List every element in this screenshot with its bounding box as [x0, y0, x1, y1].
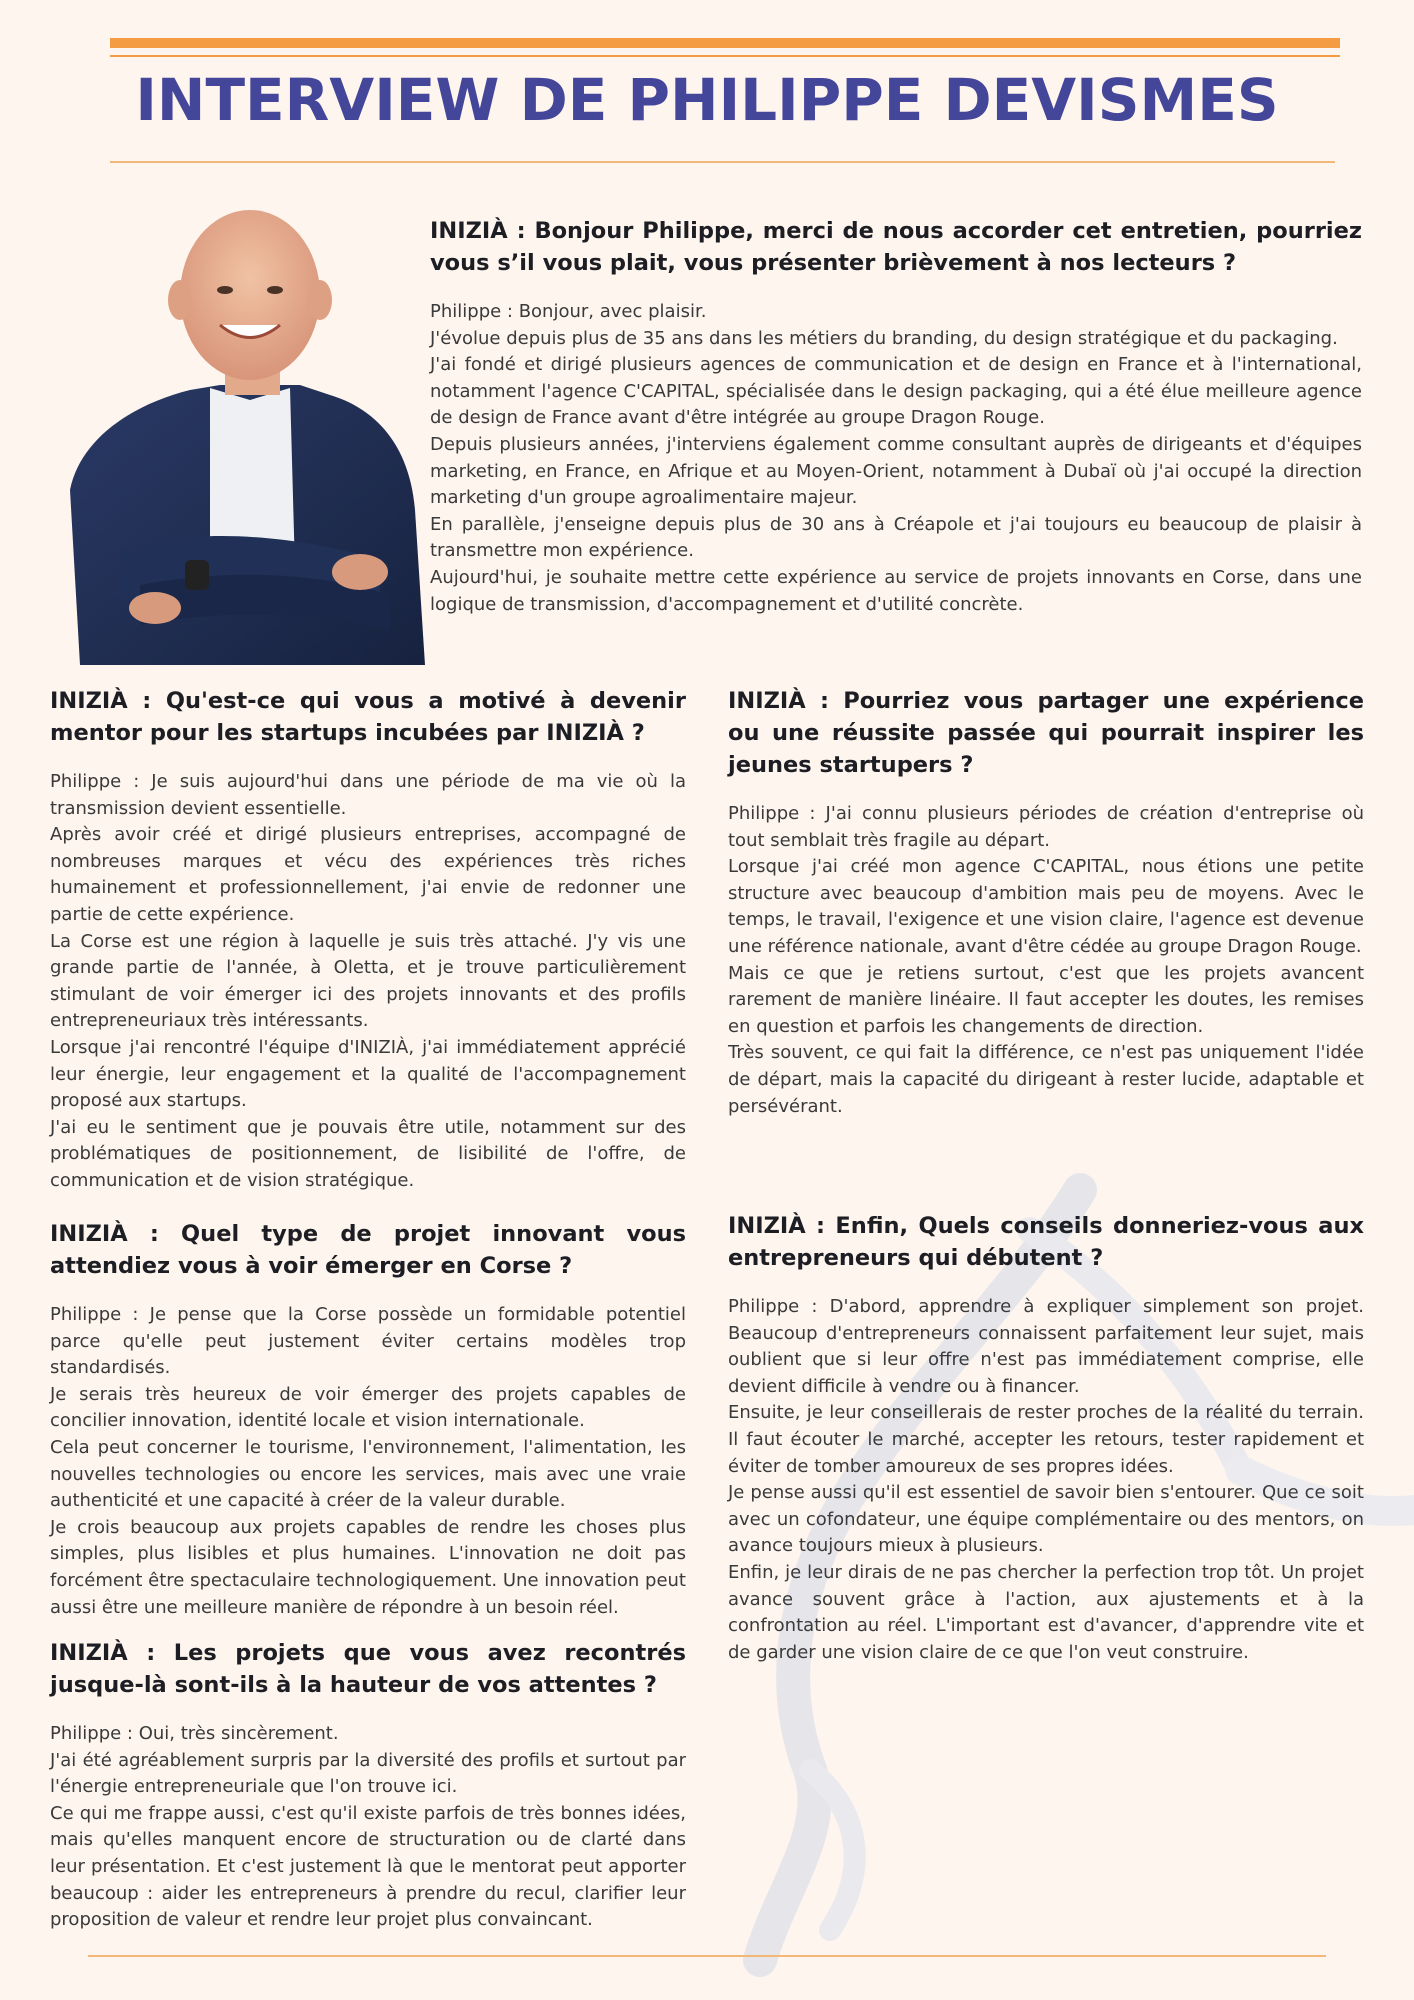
question-heading: INIZIÀ : Qu'est-ce qui vous a motivé à devenir mentor pour les startups incubées par INIZIÀ ? [50, 688, 686, 746]
answer-text [50, 769, 686, 1195]
answer-paragraph: Cela peut concerner le tourisme, l'environnement, l'alimentation, les nouvelles technologies ou encore les services, mais avec une vraie authenticité et une capacité à créer de la valeur durable. [50, 1436, 686, 1512]
answer-paragraph: J'ai fondé et dirigé plusieurs agences de communication et de design en France et à l'international, notamment l'agence C'CAPITAL, spécialisée dans le design packaging, qui a été élue meilleure agence de design de France avant d'être intégrée au groupe Dragon Rouge. [430, 354, 1362, 429]
interview-block-experience [728, 685, 1364, 1120]
title-divider [110, 161, 1335, 163]
header-accent-bar [110, 38, 1340, 48]
portrait-photo [60, 190, 425, 665]
answer-paragraph: Lorsque j'ai créé mon agence C'CAPITAL, nous étions une petite structure avec beaucoup d'ambition mais peu de moyens. Avec le temps, le travail, l'exigence et une vision claire, l'agence est devenue une référence nationale, avant d'être cédée au groupe Dragon Rouge. [728, 856, 1364, 957]
answer-paragraph: Ensuite, je leur conseillerais de rester proches de la réalité du terrain. Il faut écouter le marché, accepter les retours, tester rapidement et éviter de tomber amoureux de ses propres idées. [728, 1402, 1364, 1477]
answer-paragraph: En parallèle, j'enseigne depuis plus de 30 ans à Créapole et j'ai toujours eu beaucoup de plaisir à transmettre mon expérience. [430, 513, 1362, 562]
answer-paragraph: La Corse est une région à laquelle je suis très attaché. J'y vis une grande partie de l'année, à Oletta, et je trouve particulièrement stimulant de voir émerger ici des projets innovants et des profils entrepreneuriaux très intéressants. [50, 930, 686, 1032]
answer-paragraph: Philippe : Je pense que la Corse possède un formidable potentiel parce qu'elle peut justement éviter certains modèles trop standardisés. [50, 1304, 686, 1379]
question-heading: INIZIÀ : Les projets que vous avez recontrés jusque-là sont-ils à la hauteur de vos attentes ? [50, 1640, 686, 1698]
question-heading: INIZIÀ : Quel type de projet innovant vous attendiez vous à voir émerger en Corse ? [50, 1221, 686, 1279]
answer-paragraph: Je pense aussi qu'il est essentiel de savoir bien s'entourer. Que ce soit avec un cofondateur, une équipe complémentaire ou des mentors, on avance toujours mieux à plusieurs. [728, 1482, 1364, 1557]
answer-text [728, 1294, 1364, 1666]
answer-paragraph: Depuis plusieurs années, j'interviens également comme consultant auprès de dirigeants et d'équipes marketing, en France, en Afrique et au Moyen-Orient, notamment à Dubaï où j'ai occupé la direction marketing d'un groupe agroalimentaire majeur. [430, 433, 1362, 509]
answer-paragraph: Enfin, je leur dirais de ne pas chercher la perfection trop tôt. Un projet avance souvent grâce à l'action, aux ajustements et à la confrontation au réel. L'important est d'avancer, d'apprendre vite et de garder une vision claire de ce que l'on veut construire. [728, 1561, 1364, 1663]
interview-block-project-type [50, 1218, 686, 1621]
answer-paragraph: Aujourd'hui, je souhaite mettre cette expérience au service de projets innovants en Corse, dans une logique de transmission, d'accompagnement et d'utilité concrète. [430, 566, 1362, 615]
answer-paragraph: Philippe : Oui, très sincèrement. [50, 1723, 339, 1744]
answer-paragraph: J'évolue depuis plus de 35 ans dans les métiers du branding, du design stratégique et du packaging. [430, 327, 1338, 349]
answer-paragraph: Ce qui me frappe aussi, c'est qu'il existe parfois de très bonnes idées, mais qu'elles manquent encore de structuration ou de clarté dans leur présentation. Et c'est justement là que le mentorat peut apporter beaucoup : aider les entrepreneurs à prendre du recul, clarifier leur proposition de valeur et rendre leur projet plus convaincant. [50, 1802, 686, 1931]
interview-block-advice [728, 1210, 1364, 1666]
answer-text [50, 1721, 686, 1934]
intro-question: INIZIÀ : Bonjour Philippe, merci de nous accorder cet entretien, pourriez vous s’il vous plait, vous présenter brièvement à nos lecteurs ? [430, 218, 1362, 276]
answer-paragraph: Mais ce que je retiens surtout, c'est que les projets avancent rarement de manière linéaire. Il faut accepter les doutes, les remises en question et parfois les changements de direction. [728, 962, 1364, 1037]
header-accent-line [110, 55, 1340, 57]
interview-block-expectations [50, 1637, 686, 1934]
question-heading: INIZIÀ : Enfin, Quels conseils donneriez-vous aux entrepreneurs qui débutent ? [728, 1213, 1364, 1271]
intro-section [430, 215, 1362, 618]
answer-paragraph: Lorsque j'ai rencontré l'équipe d'INIZIÀ, j'ai immédiatement apprécié leur énergie, leur engagement et la qualité de l'accompagnement proposé aux startups. [50, 1036, 686, 1112]
answer-text [728, 801, 1364, 1120]
answer-paragraph: Après avoir créé et dirigé plusieurs entreprises, accompagné de nombreuses marques et vécu des expériences très riches humainement et professionnellement, j'ai envie de redonner une partie de cette expérience. [50, 824, 686, 925]
answer-paragraph: Philippe : J'ai connu plusieurs périodes de création d'entreprise où tout semblait très fragile au départ. [728, 803, 1364, 851]
answer-paragraph: Je crois beaucoup aux projets capables de rendre les choses plus simples, plus lisibles et plus humaines. L'innovation ne doit pas forcément être spectaculaire technologiquement. Une innovation peut aussi être une meilleure manière de répondre à un besoin réel. [50, 1516, 686, 1618]
page-title: INTERVIEW DE PHILIPPE DEVISMES [135, 66, 1279, 134]
answer-paragraph: J'ai été agréablement surpris par la diversité des profils et surtout par l'énergie entrepreneuriale que l'on trouve ici. [50, 1749, 686, 1798]
answer-paragraph: Très souvent, ce qui fait la différence, ce n'est pas uniquement l'idée de départ, mais la capacité du dirigeant à rester lucide, adaptable et persévérant. [728, 1042, 1364, 1117]
answer-paragraph: J'ai eu le sentiment que je pouvais être utile, notamment sur des problématiques de positionnement, de lisibilité de l'offre, de communication et de vision stratégique. [50, 1116, 686, 1191]
interview-block-motivation [50, 685, 686, 1195]
answer-text [50, 1302, 686, 1621]
answer-paragraph: Je serais très heureux de voir émerger des projets capables de concilier innovation, identité locale et vision internationale. [50, 1383, 686, 1432]
answer-paragraph: Philippe : Bonjour, avec plaisir. [430, 301, 707, 322]
answer-paragraph: Philippe : Je suis aujourd'hui dans une période de ma vie où la transmission devient essentielle. [50, 771, 686, 819]
question-heading: INIZIÀ : Pourriez vous partager une expérience ou une réussite passée qui pourrait inspirer les jeunes startupers ? [728, 688, 1364, 778]
intro-answer [430, 299, 1362, 618]
footer-divider [88, 1955, 1326, 1957]
answer-paragraph: Philippe : D'abord, apprendre à expliquer simplement son projet. Beaucoup d'entrepreneurs connaissent parfaitement leur sujet, mais oublient que si leur offre n'est pas immédiatement comprise, elle devient difficile à vendre ou à financer. [728, 1296, 1364, 1397]
